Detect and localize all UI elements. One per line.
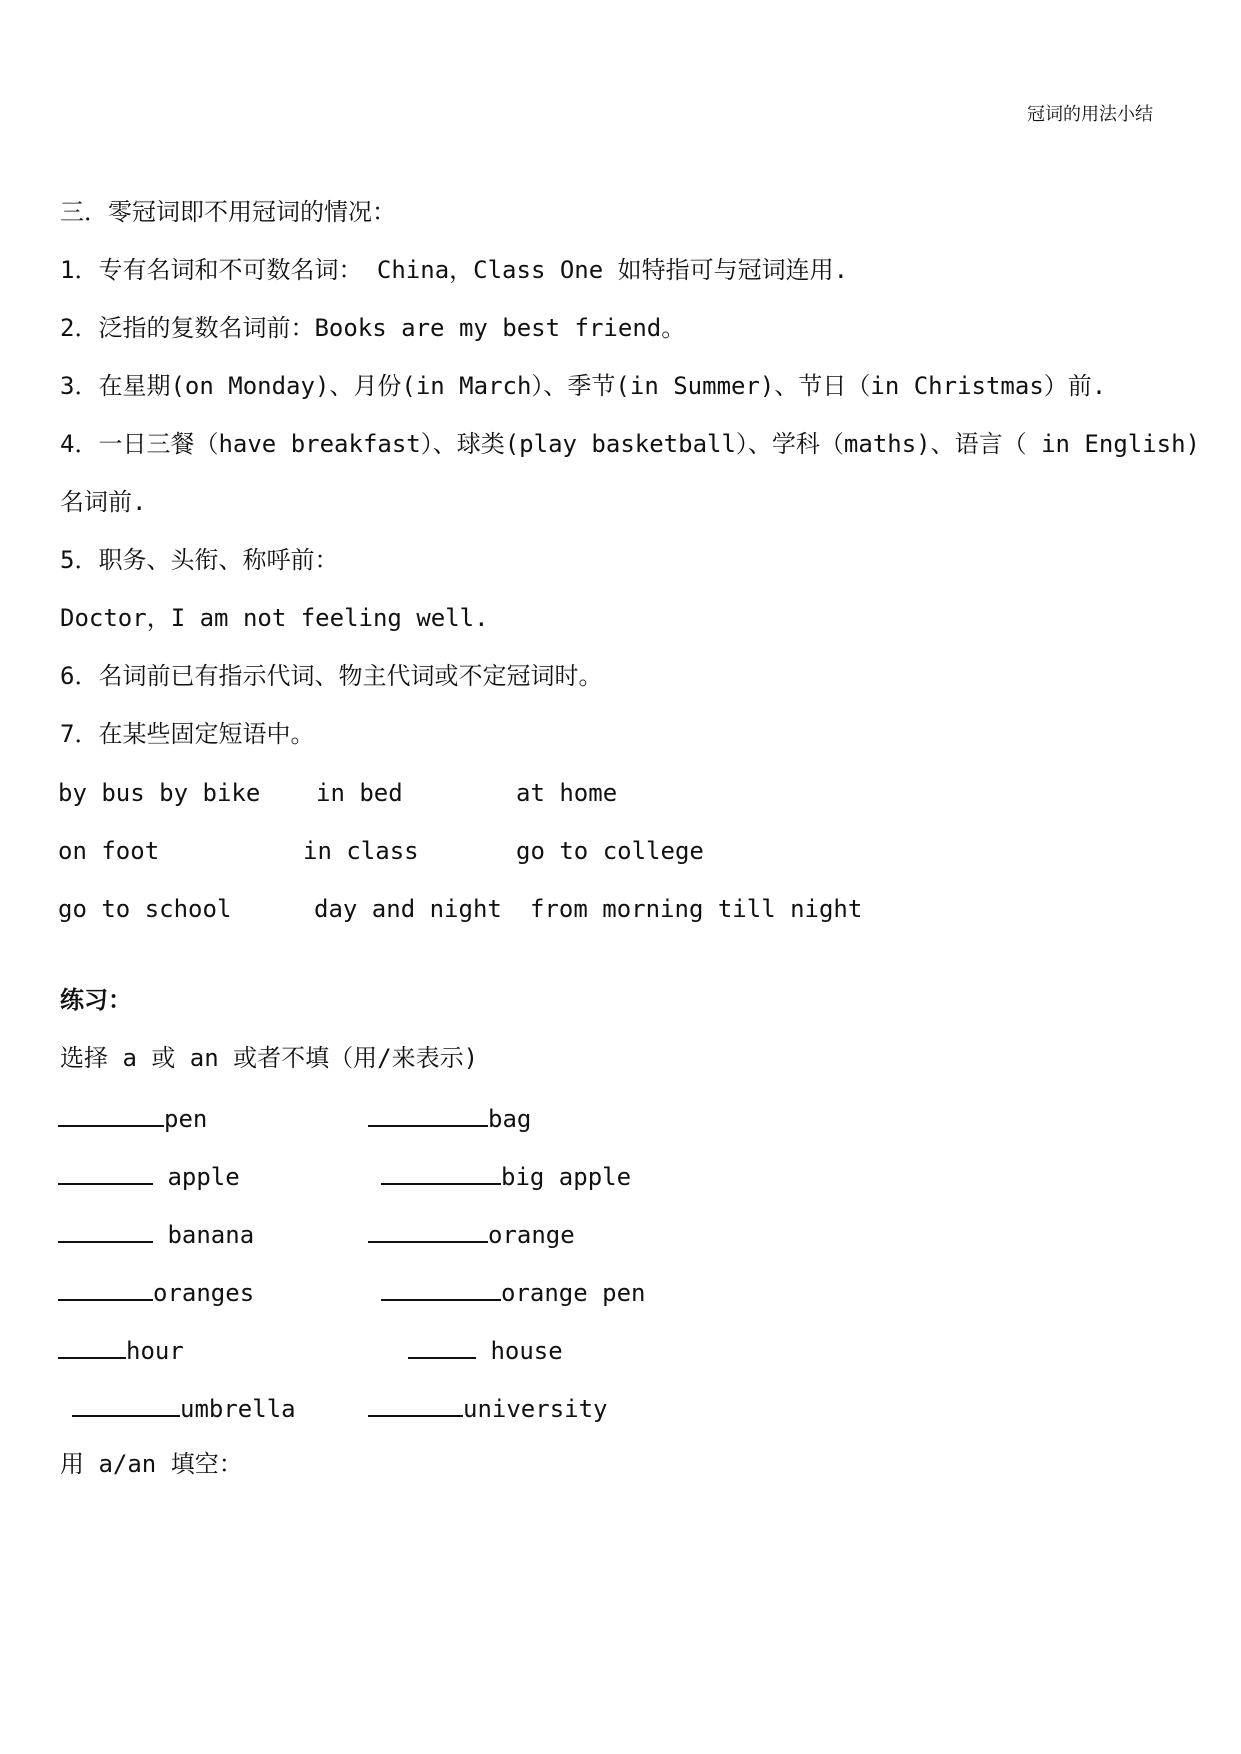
phrase-at-home: at home xyxy=(516,779,618,807)
page-header-title: 冠词的用法小结 xyxy=(1027,104,1153,125)
exercise-item-bag: bag xyxy=(368,1101,531,1134)
phrase-day-and-night: day and night xyxy=(314,895,502,923)
phrase-on-foot: on foot xyxy=(58,837,160,865)
exercise-title: 练习： xyxy=(60,986,132,1014)
exercise-item-pen: pen xyxy=(58,1101,207,1134)
answer-blank[interactable] xyxy=(58,1217,153,1243)
phrase-go-to-school: go to school xyxy=(58,895,232,923)
phrase-by-bus: by bus by bike xyxy=(58,779,261,807)
rule-7: 7．在某些固定短语中。 xyxy=(60,720,315,748)
exercise-item-orange: orange xyxy=(368,1217,575,1250)
exercise-item-umbrella: umbrella xyxy=(72,1391,296,1424)
answer-blank[interactable] xyxy=(58,1159,153,1185)
answer-blank[interactable] xyxy=(72,1391,180,1417)
answer-blank[interactable] xyxy=(381,1275,501,1301)
exercise-item-orange-pen: orange pen xyxy=(381,1275,646,1308)
rule-1: 1．专有名词和不可数名词： China，Class One 如特指可与冠词连用. xyxy=(60,256,849,284)
exercise-item-apple: apple xyxy=(58,1159,240,1192)
answer-blank[interactable] xyxy=(408,1333,476,1359)
phrase-morning-till-night: from morning till night xyxy=(530,895,863,923)
rule-6: 6．名词前已有指示代词、物主代词或不定冠词时。 xyxy=(60,662,603,690)
phrase-go-to-college: go to college xyxy=(516,837,704,865)
rule-4-continued: 名词前. xyxy=(60,488,147,516)
exercise-footer-instruction: 用 a/an 填空： xyxy=(60,1450,243,1478)
exercise-instruction: 选择 a 或 an 或者不填（用/来表示) xyxy=(60,1044,479,1072)
answer-blank[interactable] xyxy=(368,1101,488,1127)
answer-blank[interactable] xyxy=(58,1333,126,1359)
answer-blank[interactable] xyxy=(58,1275,153,1301)
exercise-item-house: house xyxy=(408,1333,563,1366)
answer-blank[interactable] xyxy=(368,1217,488,1243)
exercise-item-hour: hour xyxy=(58,1333,184,1366)
exercise-item-oranges: oranges xyxy=(58,1275,254,1308)
rule-5: 5．职务、头衔、称呼前： xyxy=(60,546,339,574)
rule-2: 2．泛指的复数名词前：Books are my best friend。 xyxy=(60,314,686,342)
exercise-item-university: university xyxy=(368,1391,608,1424)
phrase-in-class: in class xyxy=(303,837,419,865)
rule-4: 4．一日三餐（have breakfast）、球类(play basketball）、学科（maths)、语言（ in English) xyxy=(60,430,1201,458)
answer-blank[interactable] xyxy=(58,1101,164,1127)
phrase-in-bed: in bed xyxy=(316,779,403,807)
exercise-item-big-apple: big apple xyxy=(381,1159,631,1192)
exercise-item-banana: banana xyxy=(58,1217,254,1250)
rule-5-example: Doctor，I am not feeling well. xyxy=(60,604,489,632)
rule-3: 3．在星期(on Monday)、月份(in March）、季节(in Summer)、节日（in Christmas）前. xyxy=(60,372,1107,400)
section-heading: 三．零冠词即不用冠词的情况： xyxy=(60,198,396,226)
answer-blank[interactable] xyxy=(381,1159,501,1185)
answer-blank[interactable] xyxy=(368,1391,463,1417)
